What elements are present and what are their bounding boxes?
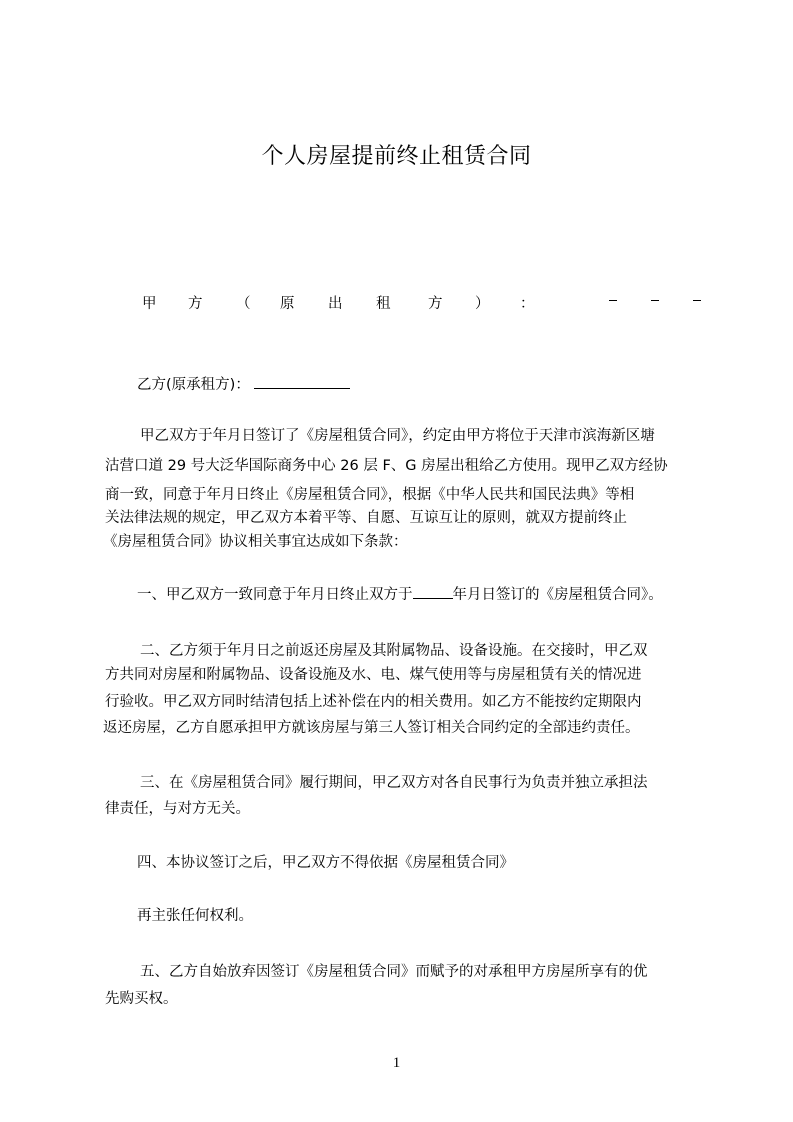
clause-3-line: 三、在《房屋租赁合同》履行期间，甲乙双方对各自民事行为负责并独立承担法	[140, 775, 648, 791]
party-a-char: 甲	[142, 296, 157, 312]
party-a-char: 原	[280, 296, 295, 312]
intro-line: 沽营口道 29 号大泛华国际商务中心 26 层 F、G 房屋出租给乙方使用。现甲乙双方经协	[105, 458, 668, 474]
party-a-char: 方	[188, 296, 203, 312]
clause-3-line: 律责任，与对方无关。	[105, 801, 250, 817]
clause-1-blank	[413, 584, 453, 599]
clause-2-line: 行验收。甲乙双方同时结清包括上述补偿在内的相关费用。如乙方不能按约定期限内	[105, 694, 642, 710]
clause-2-line: 二、乙方须于年月日之前返还房屋及其附属物品、设备设施。在交接时，甲乙双	[140, 643, 648, 659]
party-b-label: 乙方(原承租方)：	[137, 377, 250, 393]
intro-line: 关法律法规的规定，甲乙双方本着平等、自愿、互谅互让的原则，就双方提前终止	[105, 510, 627, 526]
party-b-line	[137, 373, 737, 394]
intro-line: 甲乙双方于年月日签订了《房屋租赁合同》，约定由甲方将位于天津市滨海新区塘	[140, 428, 655, 444]
clause-2-line: 方共同对房屋和附属物品、设备设施及水、电、煤气使用等与房屋租赁有关的情况进	[105, 667, 642, 683]
party-b-blank	[254, 373, 350, 389]
party-a-char: 租	[376, 296, 391, 312]
party-a-char: ：	[520, 296, 535, 312]
clause-1-before: 一、甲乙双方一致同意于年月日终止双方于	[137, 587, 413, 603]
clause-5-line: 五、乙方自始放弃因签订《房屋租赁合同》而赋予的对承租甲方房屋所享有的优	[140, 964, 648, 980]
page-number: 1	[392, 1055, 401, 1071]
intro-line: 商一致，同意于年月日终止《房屋租赁合同》，根据《中华人民共和国民法典》等相	[105, 487, 635, 503]
blank-dash	[693, 299, 701, 301]
page-title: 个人房屋提前终止租赁合同	[261, 144, 532, 169]
blank-dash	[651, 299, 659, 301]
clause-2-line: 返还房屋，乙方自愿承担甲方就该房屋与第三人签订相关合同约定的全部违约责任。	[103, 720, 640, 736]
blank-dash	[609, 299, 617, 301]
party-a-char: 方	[428, 296, 443, 312]
clause-4-continued: 再主张任何权利。	[137, 908, 253, 924]
clause-5-line: 先购买权。	[105, 991, 178, 1007]
party-a-line	[142, 292, 702, 314]
party-a-char: 出	[328, 296, 343, 312]
clause-4: 四、本协议签订之后，甲乙双方不得依据《房屋租赁合同》	[137, 855, 514, 871]
intro-line: 《房屋租赁合同》协议相关事宜达成如下条款：	[103, 534, 408, 550]
clause-1-after: 年月日签订的《房屋租赁合同》。	[452, 587, 663, 603]
party-a-char: ）	[475, 296, 490, 312]
party-a-char: （	[236, 296, 251, 312]
clause-1	[137, 583, 737, 604]
